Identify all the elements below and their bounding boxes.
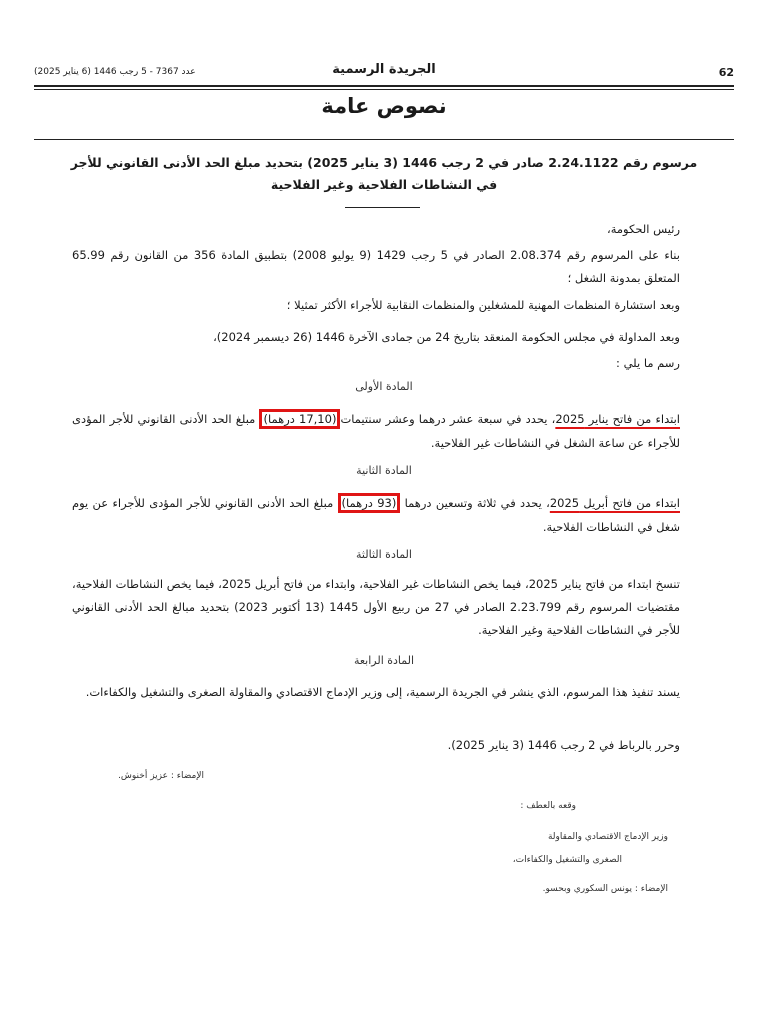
journal-title: الجريدة الرسمية	[332, 62, 436, 77]
article-1-part-b: مبلغ الحد الأدنى القانوني للأجر المؤدى للأجراء عن ساعة الشغل في النشاطات غير الفلاحية.	[72, 412, 680, 450]
article-2-daily-wage-amount: (93 درهما)	[338, 493, 401, 513]
title-underline-rule	[345, 207, 420, 208]
section-divider	[34, 139, 734, 140]
minister-title-line1: وزير الإدماج الاقتصادي والمقاولة	[547, 832, 668, 842]
article-1-title: المادة الأولى	[355, 380, 413, 393]
head-of-government: رئيس الحكومة،	[607, 222, 680, 236]
decree-title-line1: مرسوم رقم 2.24.1122 صادر في 2 رجب 1446 (3 يناير 2025) بتحديد مبلغ الحد الأدنى القانوني للأجر	[70, 155, 698, 170]
preamble-consultation: وبعد استشارة المنظمات المهنية للمشغلين والمنظمات النقابية للأجراء الأكثر تمثيلا ؛	[286, 298, 680, 312]
section-title: نصوص عامة	[321, 94, 447, 118]
issue-info: عدد 7367 - 5 رجب 1446 (6 يناير 2025)	[34, 67, 196, 77]
article-2-text	[72, 491, 680, 539]
page-number: 62	[718, 66, 734, 79]
preamble-deliberation: وبعد المداولة في مجلس الحكومة المنعقد بتاريخ 24 من جمادى الآخرة 1446 (26 ديسمبر 2024)،	[213, 330, 680, 344]
preamble-based-on: بناء على المرسوم رقم 2.08.374 الصادر في 5 رجب 1429 (9 يوليو 2008) بتطبيق المادة 356 من القانون رقم 65.99 المتعلق بمدونة الشغل ؛	[72, 248, 680, 285]
article-2-part-b: مبلغ الحد الأدنى القانوني للأجر المؤدى للأجراء عن يوم شغل في النشاطات الفلاحية.	[72, 496, 680, 534]
preamble-decrees: رسم ما يلي :	[616, 356, 680, 370]
header-divider-thin	[34, 89, 734, 90]
article-1-effective-date: ابتداء من فاتح يناير 2025	[555, 412, 680, 426]
decree-title-line2: في النشاطات الفلاحية وغير الفلاحية	[270, 177, 498, 192]
article-2-effective-date: ابتداء من فاتح أبريل 2025	[549, 496, 680, 510]
article-2-part-a: ، يحدد في ثلاثة وتسعين درهما	[400, 496, 550, 510]
article-1-part-a: ، يحدد في سبعة عشر درهما وعشر سنتيمات	[340, 412, 556, 426]
header-divider	[34, 85, 734, 87]
pm-signature: الإمضاء : عزيز أخنوش.	[118, 771, 204, 781]
article-4-title: المادة الرابعة	[353, 654, 415, 667]
done-at: وحرر بالرباط في 2 رجب 1446 (3 يناير 2025).	[447, 738, 680, 752]
minister-signature: الإمضاء : يونس السكوري وبحسو.	[542, 884, 668, 894]
article-1-hourly-wage-amount: (17,10 درهما)	[259, 409, 340, 429]
article-1-text	[72, 407, 680, 455]
minister-title-line2: الصغرى والتشغيل والكفاءات،	[512, 855, 622, 865]
article-2-title: المادة الثانية	[356, 464, 412, 477]
article-4-text: يسند تنفيذ هذا المرسوم، الذي ينشر في الجريدة الرسمية، إلى وزير الإدماج الاقتصادي والمقاولة الصغرى والتشغيل والكفاءات.	[85, 685, 680, 699]
article-3-title: المادة الثالثة	[356, 548, 412, 561]
decree-title	[60, 152, 708, 196]
article-3-text: تنسخ ابتداء من فاتح يناير 2025، فيما يخص النشاطات غير الفلاحية، وابتداء من فاتح أبريل 2025، فيما يخص النشاطات الفلاحية، مقتضيات المرسوم رقم 2.23.799 الصادر في 27 من ربيع الأول 1445 (13 أكتوبر 2023) بتحديد مبالغ الحد الأدنى القانوني للأجر في النشاطات الفلاحية وغير الفلاحية.	[72, 577, 680, 637]
countersigned-label: وقعه بالعطف :	[520, 801, 576, 811]
